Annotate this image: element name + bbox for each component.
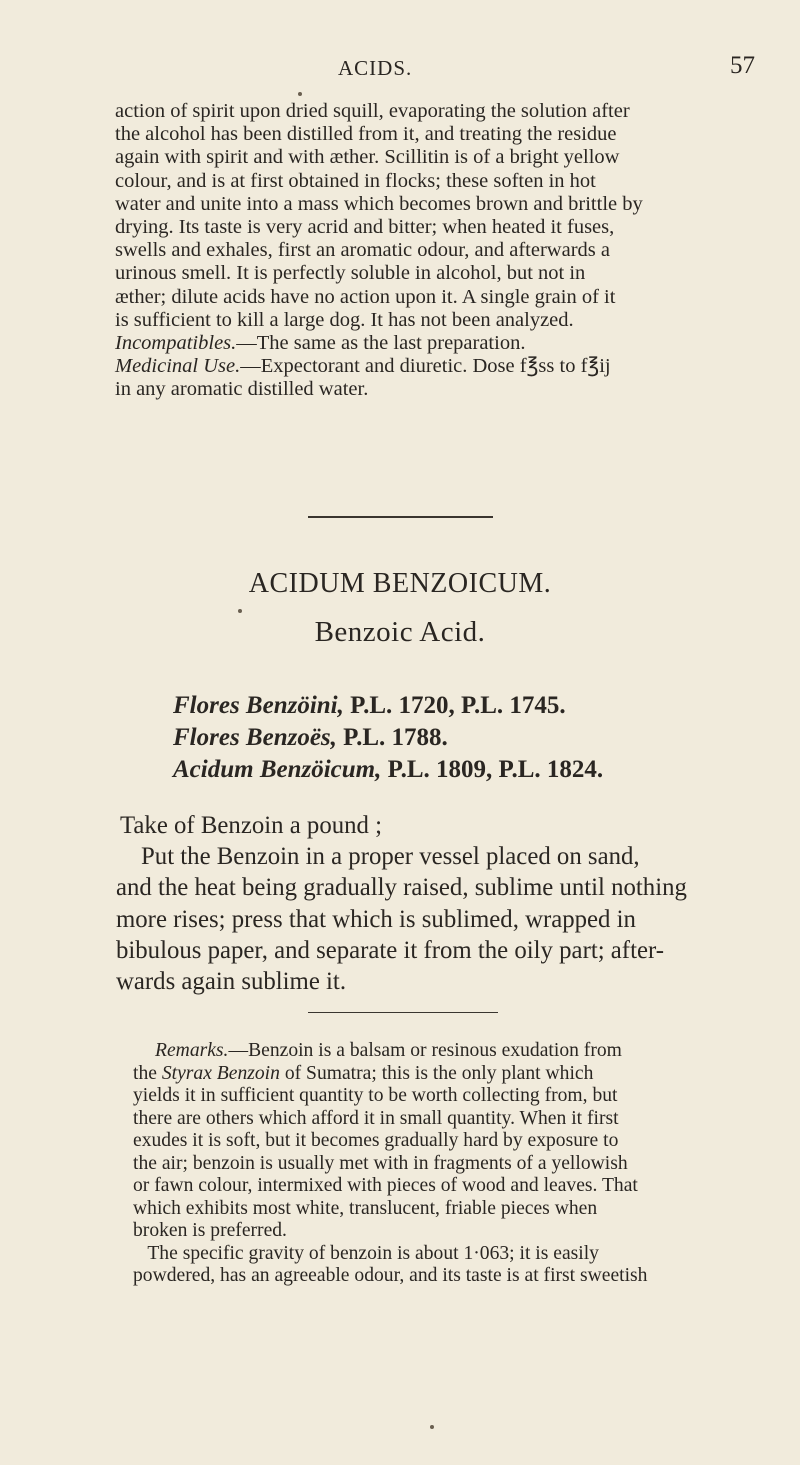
synonym-entry <box>173 754 773 786</box>
text-line: æther; dilute acids have no action upon it. A single grain of it <box>115 285 616 308</box>
text-line: again with spirit and with æther. Scillitin is of a bright yellow <box>115 146 620 169</box>
print-speck <box>238 609 242 613</box>
text-line: colour, and is at first obtained in flocks; these soften in hot <box>115 169 596 192</box>
medicinal-use-line <box>115 355 785 378</box>
incompatibles-line <box>115 332 785 355</box>
text-line: drying. Its taste is very acrid and bitter; when heated it fuses, <box>115 216 615 239</box>
remarks-text: of Sumatra; this is the only plant which <box>279 1062 594 1084</box>
text-line: swells and exhales, first an aromatic odour, and afterwards a <box>115 239 610 262</box>
remarks-first-line <box>133 1040 793 1063</box>
section-divider <box>308 1012 498 1013</box>
remarks-line: The specific gravity of benzoin is about 1·063; it is easily <box>133 1242 599 1264</box>
text-line: in any aromatic distilled water. <box>115 378 369 401</box>
section-heading-english: Benzoic Acid. <box>314 616 486 648</box>
remarks-label: Remarks. <box>155 1040 229 1061</box>
recipe-line: and the heat being gradually raised, sublime until nothing <box>116 874 687 902</box>
recipe-line: Put the Benzoin in a proper vessel placed on sand, <box>141 843 640 871</box>
remarks-line <box>133 1063 793 1086</box>
remarks-text: the <box>133 1062 162 1084</box>
synonym-refs: P.L. 1809, P.L. 1824. <box>381 756 604 783</box>
medicinal-use-label: Medicinal Use. <box>115 355 241 378</box>
print-speck <box>298 92 302 96</box>
remarks-line: or fawn colour, intermixed with pieces of wood and leaves. That <box>133 1175 638 1196</box>
synonym-refs: P.L. 1788. <box>336 724 448 751</box>
synonym-name: Flores Benzöini, <box>173 692 344 719</box>
remarks-line: exudes it is soft, but it becomes gradually hard by exposure to <box>133 1130 619 1151</box>
remarks-line: there are others which afford it in small quantity. When it first <box>133 1107 619 1129</box>
synonym-name: Acidum Benzöicum, <box>173 756 382 783</box>
species-name: Styrax Benzoin <box>161 1062 280 1084</box>
print-speck <box>430 1425 434 1429</box>
recipe-line: more rises; press that which is sublimed, wrapped in <box>116 905 636 933</box>
recipe-line: wards again sublime it. <box>116 968 347 996</box>
remarks-line: powdered, has an agreeable odour, and its taste is at first sweetish <box>133 1265 648 1286</box>
running-head-title: ACIDS. <box>338 56 413 80</box>
page-number: 57 <box>730 52 755 79</box>
remarks-text: —Benzoin is a balsam or resinous exudation from <box>228 1040 622 1061</box>
incompatibles-text: —The same as the last preparation. <box>236 332 526 355</box>
text-line: action of spirit upon dried squill, evaporating the solution after <box>115 100 630 122</box>
text-line: urinous smell. It is perfectly soluble in alcohol, but not in <box>115 262 586 285</box>
remarks-line: which exhibits most white, translucent, friable pieces when <box>133 1197 598 1219</box>
synonym-entry <box>173 690 773 722</box>
running-head <box>0 52 800 82</box>
synonyms-list <box>173 690 773 786</box>
remarks-paragraph <box>133 1040 793 1288</box>
text-line: the alcohol has been distilled from it, and treating the residue <box>115 123 617 146</box>
scillitin-paragraph <box>115 100 785 402</box>
recipe-line: Take of Benzoin a pound ; <box>120 812 383 839</box>
incompatibles-label: Incompatibles. <box>115 332 237 355</box>
section-divider <box>308 516 493 518</box>
recipe-paragraph <box>116 810 786 997</box>
text-line: is sufficient to kill a large dog. It has not been analyzed. <box>115 308 574 331</box>
synonym-entry <box>173 722 773 754</box>
synonym-refs: P.L. 1720, P.L. 1745. <box>343 692 566 719</box>
remarks-line: the air; benzoin is usually met with in fragments of a yellowish <box>133 1152 628 1174</box>
remarks-line: yields it in sufficient quantity to be worth collecting from, but <box>133 1085 618 1106</box>
section-heading-latin: ACIDUM BENZOICUM. <box>248 568 552 599</box>
recipe-line: bibulous paper, and separate it from the oily part; after- <box>116 936 664 964</box>
medicinal-use-text: —Expectorant and diuretic. Dose f℥ss to f℥ij <box>240 355 611 378</box>
remarks-line: broken is preferred. <box>133 1220 287 1241</box>
text-line: water and unite into a mass which becomes brown and brittle by <box>115 192 643 215</box>
synonym-name: Flores Benzoës, <box>173 724 337 751</box>
